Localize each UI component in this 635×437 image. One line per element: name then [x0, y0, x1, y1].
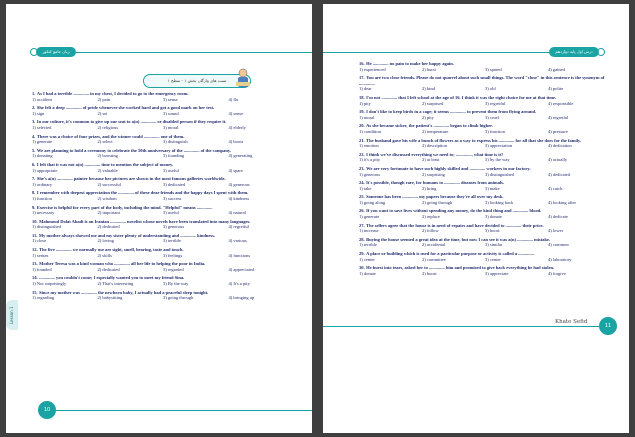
- answer-option[interactable]: 4) actually: [548, 157, 568, 163]
- answer-option[interactable]: 2) going through: [422, 199, 453, 205]
- answer-option[interactable]: 3) By the way: [163, 281, 189, 287]
- question-text: .............. you couldn't come; I especially wanted you to meet my friend Sina.: [39, 275, 185, 281]
- answer-options: [359, 271, 611, 277]
- lesson-side-tab: Lesson 1: [6, 300, 18, 330]
- answer-option[interactable]: 3) regretful: [485, 100, 506, 106]
- answer-option[interactable]: 1) founded: [32, 266, 52, 272]
- answer-option[interactable]: 2) set: [97, 110, 108, 116]
- page-number: 10: [38, 401, 56, 419]
- question-item: [32, 162, 294, 173]
- answer-option[interactable]: 3) terrible: [163, 238, 181, 244]
- question-list-right: [359, 61, 611, 279]
- answer-options: [32, 253, 294, 259]
- question-number: 12.: [32, 247, 38, 253]
- answer-options: [359, 101, 611, 107]
- answer-option[interactable]: 1) going along: [359, 199, 386, 205]
- question-text: A place or building which is used for a particular purpose or activity is called a ..............: [366, 251, 535, 257]
- answer-option[interactable]: 3) function: [485, 128, 505, 134]
- answer-option[interactable]: 2) valuable: [97, 167, 118, 173]
- answer-option[interactable]: 1) appropriate: [32, 167, 58, 173]
- question-number: 7.: [32, 176, 36, 182]
- answer-option[interactable]: 4) generous: [228, 181, 250, 187]
- question-number: 21.: [359, 137, 365, 143]
- question-text: Mother Teresa was a kind woman who .............. all her life to helping the poor in India.: [39, 261, 206, 267]
- section-banner: تست های واژگان بخش ۱ - سطح ۱: [143, 74, 251, 88]
- question-stem: [359, 75, 611, 86]
- answer-option[interactable]: 3) make: [485, 185, 500, 191]
- question-number: 6.: [32, 161, 36, 167]
- question-text: He burst into tears, asked her to .............. him and promised to give back everything he had stolen.: [366, 265, 555, 271]
- answer-option[interactable]: 4) appreciated: [228, 266, 255, 272]
- answer-option[interactable]: 3) sound: [163, 110, 179, 116]
- question-text: The five .............. we normally use are sight, smell, hearing, taste and touch.: [39, 247, 184, 253]
- answer-option[interactable]: 1) generous: [359, 171, 381, 177]
- question-item: [32, 119, 294, 130]
- question-item: [32, 261, 294, 272]
- answer-option[interactable]: 1) necessary: [32, 210, 55, 216]
- question-text: Someone has been .............. my papers because they're all over my desk.: [366, 194, 504, 200]
- question-number: 13.: [32, 261, 38, 267]
- answer-option[interactable]: 4) bringing up: [228, 295, 255, 301]
- answer-options: [32, 210, 294, 216]
- answer-option[interactable]: 4) elderly: [228, 124, 246, 130]
- question-item: [359, 109, 611, 120]
- answer-option[interactable]: 4) looking after: [548, 199, 576, 205]
- answer-option[interactable]: 4) kindness: [228, 195, 250, 201]
- answer-option[interactable]: 3) spared: [485, 66, 502, 72]
- question-item: [359, 152, 611, 163]
- answer-options: [32, 182, 294, 188]
- answer-options: [359, 143, 611, 149]
- answer-option[interactable]: 1) moral: [359, 114, 375, 120]
- answer-option[interactable]: 1) donating: [32, 153, 53, 159]
- answer-option[interactable]: 3) old: [485, 86, 496, 92]
- answer-option[interactable]: 2) boosting: [97, 153, 118, 159]
- question-item: [32, 233, 294, 244]
- answer-option[interactable]: 2) pain: [97, 96, 111, 102]
- question-number: 20.: [359, 123, 365, 129]
- footer-rule: [323, 326, 599, 327]
- answer-options: [359, 172, 611, 178]
- answer-option[interactable]: 2) skills: [97, 252, 112, 258]
- answer-option[interactable]: 2) kind: [422, 86, 435, 92]
- answer-option[interactable]: 4) sense: [228, 110, 244, 116]
- answer-option[interactable]: 2) committee: [422, 256, 446, 262]
- question-number: 25.: [359, 194, 365, 200]
- question-item: [359, 75, 611, 92]
- answer-option[interactable]: 4) forgive: [548, 270, 566, 276]
- answer-option[interactable]: 1) pity: [359, 100, 371, 106]
- question-number: 29.: [359, 251, 365, 257]
- answer-option[interactable]: 3) distinguish: [163, 139, 188, 145]
- answer-option[interactable]: 3) feelings: [163, 252, 183, 258]
- answer-option[interactable]: 1) regarding: [32, 295, 55, 301]
- question-text: I remember with deepest appreciation the .............. of these dear friends and the happy days I spent with them.: [36, 190, 249, 196]
- answer-option[interactable]: 4) polite: [548, 86, 564, 92]
- answer-options: [32, 97, 294, 103]
- question-number: 10.: [32, 218, 38, 224]
- answer-option[interactable]: 1) close: [32, 238, 47, 244]
- question-number: 9.: [32, 204, 36, 210]
- answer-option[interactable]: 3) appreciate: [485, 270, 509, 276]
- answer-option[interactable]: 1) senses: [32, 252, 49, 258]
- answer-option[interactable]: 3) moral: [163, 124, 179, 130]
- question-number: 19.: [359, 109, 365, 115]
- question-number: 28.: [359, 236, 365, 242]
- answer-option[interactable]: 1) donate: [359, 270, 376, 276]
- answer-option[interactable]: 1) take: [359, 185, 372, 191]
- question-text: Exercise is helpful for every part of the body, including the mind. "Helpful" means ..............: [36, 204, 213, 210]
- question-number: 11.: [32, 232, 38, 238]
- question-number: 4.: [32, 133, 36, 139]
- question-item: [359, 194, 611, 205]
- answer-options: [359, 86, 611, 92]
- answer-option[interactable]: 2) That's interesting: [97, 281, 134, 287]
- answer-option[interactable]: 1) sign: [32, 110, 45, 116]
- question-number: 15.: [32, 289, 38, 295]
- answer-options: [32, 224, 294, 230]
- answer-option[interactable]: 4) laboratory: [548, 256, 572, 262]
- answer-option[interactable]: 4) various: [228, 238, 247, 244]
- answer-option[interactable]: 4) functions: [228, 252, 251, 258]
- question-text: As she became sicker, the patient's .............. began to climb higher.: [366, 123, 493, 129]
- question-text: The husband gave his wife a bunch of flowers as a way to express his .............. for all that she does for the family.: [366, 137, 582, 143]
- question-item: [359, 61, 611, 72]
- answer-option[interactable]: 1) condition: [359, 128, 381, 134]
- answer-options: [359, 67, 611, 73]
- answer-option[interactable]: 3) sense: [163, 96, 178, 102]
- page-number: 11: [599, 317, 617, 335]
- answer-option[interactable]: 3) similar: [485, 242, 503, 248]
- question-text: She's a(n) .............. painter because her pictures are shown in the most famous galleries worldwide.: [36, 176, 226, 182]
- question-item: [32, 105, 294, 116]
- question-item: [32, 91, 294, 102]
- answer-option[interactable]: 1) Not surprisingly: [32, 281, 67, 287]
- answer-option[interactable]: 2) religious: [97, 124, 119, 130]
- answer-option[interactable]: 1) dear: [359, 86, 372, 92]
- question-item: [32, 290, 294, 301]
- book-spread: [6, 4, 629, 433]
- header-tab: درس اول پایه دوازدهم: [549, 47, 599, 57]
- answer-option[interactable]: 1) terrible: [359, 242, 377, 248]
- answer-option[interactable]: 4) common: [548, 242, 569, 248]
- question-item: [32, 219, 294, 230]
- answer-option[interactable]: 2) successful: [97, 181, 121, 187]
- answer-option[interactable]: 4) flu: [228, 96, 239, 102]
- answer-option[interactable]: 4) catch: [548, 185, 563, 191]
- question-number: 8.: [32, 190, 36, 196]
- answer-option[interactable]: 2) boost: [422, 270, 437, 276]
- answer-option[interactable]: 4) dedicate: [548, 214, 568, 220]
- question-text: You are two close friends. Please do not quarrel about such small things. The word "close" in this sentence is the synonym of ..............: [359, 75, 605, 86]
- answer-option[interactable]: 1) accident: [32, 96, 52, 102]
- answer-option[interactable]: 4) generating: [228, 153, 253, 159]
- answer-option[interactable]: 2) burst: [422, 66, 436, 72]
- answer-option[interactable]: 1) experienced: [359, 66, 386, 72]
- answer-option[interactable]: 4) pressure: [548, 128, 568, 134]
- question-item: [359, 223, 611, 234]
- footer-rule: [56, 410, 312, 411]
- answer-options: [32, 168, 294, 174]
- answer-option[interactable]: 4) boost: [228, 139, 244, 145]
- question-number: 23.: [359, 165, 365, 171]
- answer-options: [359, 214, 611, 220]
- answer-option[interactable]: 2) surprised: [422, 100, 444, 106]
- answer-option[interactable]: 2) accidental: [422, 242, 446, 248]
- question-text: The sellers agree that the house is in need of repairs and have decided to .............. their price.: [366, 222, 544, 228]
- answer-option[interactable]: 1) generate: [32, 139, 53, 145]
- answer-option[interactable]: 3) boost: [485, 228, 500, 234]
- question-text: She felt a deep .............. of pride whenever she worked hard and got a good mark on her test.: [36, 105, 215, 111]
- answer-options: [359, 242, 611, 248]
- right-page: [323, 4, 629, 433]
- answer-options: [32, 111, 294, 117]
- answer-option[interactable]: 1) generate: [359, 214, 380, 220]
- answer-option[interactable]: 2) description: [422, 143, 447, 149]
- answer-option[interactable]: 2) babysitting: [97, 295, 123, 301]
- answer-option[interactable]: 3) generous: [163, 224, 185, 230]
- question-item: [32, 148, 294, 159]
- answer-option[interactable]: 1) increase: [359, 228, 379, 234]
- answer-options: [32, 295, 294, 301]
- answer-option[interactable]: 3) going through: [163, 295, 194, 301]
- answer-option[interactable]: 2) dedicated: [97, 266, 120, 272]
- footer-brand: Khate Sefid: [555, 319, 588, 325]
- answer-option[interactable]: 2) wisdom: [97, 195, 117, 201]
- question-text: Mahmoud Dolat Abadi is an Iranian .............. novelist whose novels have been translated into many languages.: [39, 218, 251, 224]
- answer-option[interactable]: 4) lower: [548, 228, 564, 234]
- answer-options: [32, 196, 294, 202]
- question-item: [359, 180, 611, 191]
- answer-options: [359, 200, 611, 206]
- answer-options: [359, 115, 611, 121]
- question-text: We are very fortunate to have such highly skilled and .............. workers in our factory.: [366, 165, 531, 171]
- question-number: 27.: [359, 222, 365, 228]
- answer-options: [359, 228, 611, 234]
- answer-option[interactable]: 2) loving: [97, 238, 114, 244]
- question-text: As I had a terrible .............. in my chest, I decided to go to the emergency room.: [36, 91, 189, 96]
- answer-option[interactable]: 1) it's a pity: [359, 157, 381, 163]
- answer-option[interactable]: 3) by the way: [485, 157, 510, 163]
- answer-option[interactable]: 2) follow: [422, 228, 439, 234]
- question-number: 16.: [359, 61, 365, 66]
- answer-option[interactable]: 3) distinguished: [485, 171, 514, 177]
- answer-option[interactable]: 4) gained: [548, 66, 565, 72]
- answer-option[interactable]: 3) useful: [163, 210, 179, 216]
- answer-option[interactable]: 1) ordinary: [32, 181, 53, 187]
- question-item: [32, 205, 294, 216]
- answer-option[interactable]: 3) appreciation: [485, 143, 513, 149]
- header-rule: [76, 52, 312, 53]
- answer-options: [359, 129, 611, 135]
- answer-options: [32, 281, 294, 287]
- answer-option[interactable]: 3) center: [485, 256, 501, 262]
- question-text: My mother always showed me and my sister plenty of understanding and .............. kindness.: [38, 232, 215, 238]
- question-item: [32, 247, 294, 258]
- question-number: 18.: [359, 94, 365, 100]
- answer-option[interactable]: 2) bring: [422, 185, 437, 191]
- answer-option[interactable]: 3) looking back: [485, 199, 514, 205]
- answer-option[interactable]: 3) success: [163, 195, 182, 201]
- answer-option[interactable]: 2) dedicated: [97, 224, 120, 230]
- question-item: [359, 237, 611, 248]
- answer-option[interactable]: 3) cruel: [485, 114, 499, 120]
- question-item: [32, 190, 294, 201]
- question-item: [359, 123, 611, 134]
- question-text: In our culture, it's common to give up our seat to a(n) .............. or disabled person if they require it.: [36, 119, 227, 125]
- question-text: If you want to save lives without spending any money, do the kind thing and .............. blood.: [366, 208, 542, 214]
- answer-option[interactable]: 2) surprising: [422, 171, 445, 177]
- answer-option[interactable]: 1) emotion: [359, 143, 379, 149]
- question-item: [359, 138, 611, 149]
- answer-options: [32, 267, 294, 273]
- answer-option[interactable]: 1) selected: [32, 124, 52, 130]
- left-page: [6, 4, 312, 433]
- answer-options: [32, 139, 294, 145]
- question-text: It's possible, though rare, for humans to .............. diseases from animals.: [366, 180, 505, 186]
- question-text: I don't like to keep birds in a cage; it seems .............. to prevent them from flying around.: [366, 109, 537, 115]
- answer-option[interactable]: 3) regarded: [163, 266, 184, 272]
- answer-options: [359, 257, 611, 263]
- answer-option[interactable]: 2) important: [97, 210, 120, 216]
- question-text: I'm not .............. that I left school at the age of 16. I think it was the right choice for me at that time.: [366, 94, 557, 100]
- question-item: [359, 95, 611, 106]
- answer-options: [359, 157, 611, 163]
- answer-option[interactable]: 4) It's a pity: [228, 281, 250, 287]
- question-number: 2.: [32, 105, 36, 111]
- question-number: 26.: [359, 208, 365, 214]
- answer-option[interactable]: 3) useful: [163, 167, 179, 173]
- answer-option[interactable]: 4) dedicated: [548, 171, 571, 177]
- answer-option[interactable]: 3) dedicated: [163, 181, 186, 187]
- question-number: 3.: [32, 119, 36, 125]
- header-rule: [323, 52, 549, 53]
- question-item: [32, 176, 294, 187]
- question-number: 1.: [32, 91, 36, 96]
- question-number: 24.: [359, 180, 365, 186]
- answer-options: [32, 125, 294, 131]
- question-number: 5.: [32, 147, 36, 153]
- answer-options: [32, 238, 294, 244]
- answer-option[interactable]: 1) center: [359, 256, 375, 262]
- question-text: I felt that it was not a(n) .............. time to mention the subject of money.: [36, 161, 174, 167]
- question-item: [359, 265, 611, 276]
- question-number: 22.: [359, 151, 365, 157]
- question-number: 30.: [359, 265, 365, 271]
- answer-option[interactable]: 2) at least: [422, 157, 440, 163]
- question-text: There was a choice of four prizes, and the winner could .............. one of them.: [36, 133, 185, 139]
- question-text: He .............. no pain to make her happy again.: [366, 61, 454, 66]
- answer-option[interactable]: 1) function: [32, 195, 52, 201]
- answer-option[interactable]: 4) dedication: [548, 143, 572, 149]
- question-item: [359, 166, 611, 177]
- question-number: 17.: [359, 75, 365, 81]
- answer-option[interactable]: 4) natural: [228, 210, 246, 216]
- answer-option[interactable]: 4) regretful: [228, 224, 249, 230]
- answer-option[interactable]: 2) temperature: [422, 128, 449, 134]
- answer-option[interactable]: 3) founding: [163, 153, 185, 159]
- answer-option[interactable]: 4) regretful: [548, 114, 569, 120]
- question-item: [359, 208, 611, 219]
- question-text: We are planning to hold a ceremony to celebrate the 50th anniversary of the .............. of the company.: [36, 147, 231, 153]
- answer-options: [359, 186, 611, 192]
- question-text: I think we've discussed everything we need to; .............., what time is it?: [366, 151, 504, 157]
- answer-option[interactable]: 4) responsible: [548, 100, 574, 106]
- answer-option[interactable]: 2) replace: [422, 214, 440, 220]
- question-item: [32, 134, 294, 145]
- answer-option[interactable]: 2) pity: [422, 114, 434, 120]
- answer-option[interactable]: 4) spare: [228, 167, 243, 173]
- answer-option[interactable]: 3) donate: [485, 214, 502, 220]
- question-item: [32, 275, 294, 286]
- question-item: [359, 251, 611, 262]
- question-list-left: [32, 91, 294, 304]
- answer-option[interactable]: 1) distinguished: [32, 224, 61, 230]
- student-illustration-icon: [233, 68, 253, 90]
- question-text: Buying the house seemed a great idea at the time, but now I can see it was a(n) .............. mistake.: [366, 236, 551, 242]
- answer-option[interactable]: 2) select: [97, 139, 113, 145]
- question-number: 14.: [32, 275, 38, 281]
- question-text: Since my mother was .............. the newborn baby, I actually had a peaceful sleep tonight.: [39, 289, 209, 295]
- header-tab: زبان جامع کنکور: [36, 47, 76, 57]
- answer-options: [32, 153, 294, 159]
